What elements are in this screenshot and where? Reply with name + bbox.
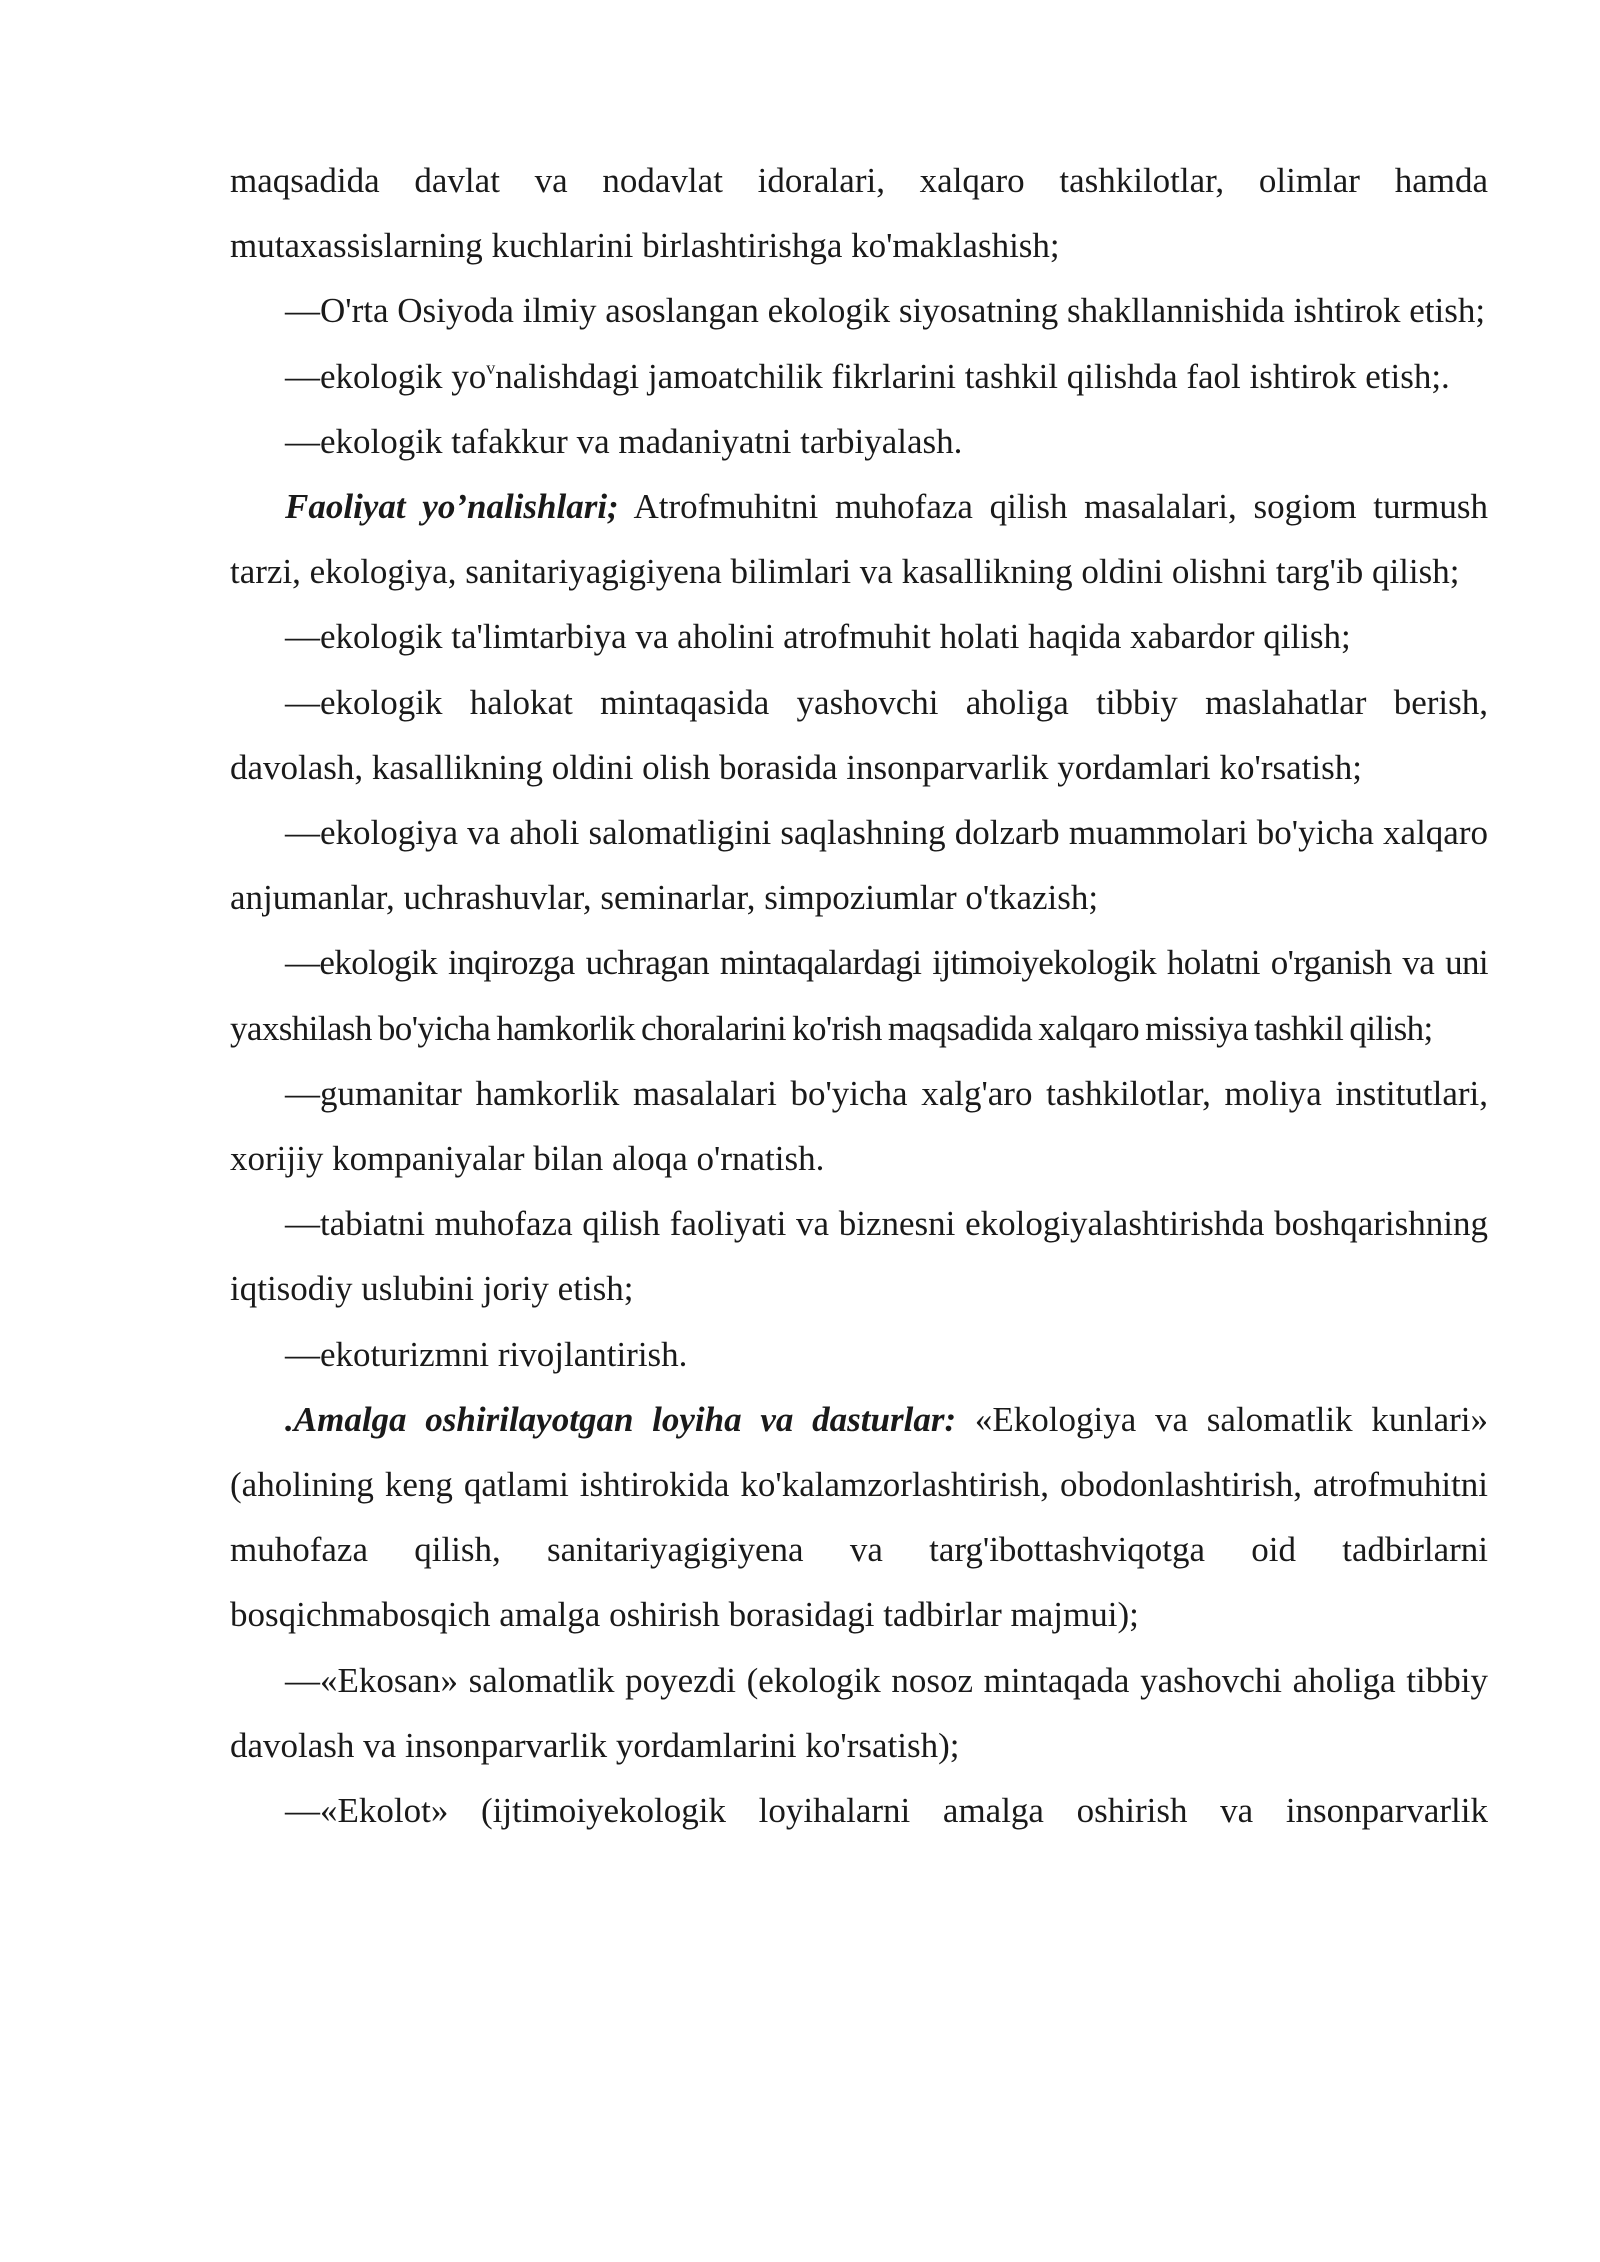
paragraph-9 [230, 930, 1488, 1060]
section-heading-activities: Faoliyat yo’nalishlari; [285, 487, 619, 527]
paragraph-7 [230, 670, 1488, 800]
paragraph-6 [230, 604, 1488, 669]
paragraph-5 [230, 474, 1488, 604]
superscript-mark: v [486, 357, 496, 378]
paragraph-text: —ekologiya va aholi salomatligini saqlashning dolzarb muammolari bo'yicha xalqaro anjumanlar, uchrashuvlar, seminarlar, simpoziumlar o'tkazish; [230, 813, 1488, 918]
paragraph-text: —ekologik inqirozga uchragan mintaqalardagi ijtimoiyekologik holatni o'rganish va uni yaxshilash bo'yicha hamkorlik choralarini ko'rish maqsadida xalqaro missiya tashkil qilish; [230, 943, 1488, 1048]
paragraph-text: —O'rta Osiyoda ilmiy asoslangan ekologik siyosatning shakllannishida ishtirok etish; [285, 291, 1486, 331]
paragraph-text: —ekologik halokat mintaqasida yashovchi aholiga tibbiy maslahatlar berish, davolash, kasallikning oldini olish borasida insonparvarlik yordamlari ko'rsatish; [230, 682, 1488, 787]
paragraph-10 [230, 1061, 1488, 1191]
paragraph-12 [230, 1322, 1488, 1387]
paragraph-text: Atrofmuhitni muhofaza qilish masalalari, sogiom turmush tarzi, ekologiya, sanitariyagigiyena bilimlari va kasallikning oldini olishni targ'ib qilish; [230, 487, 1489, 592]
paragraph-text: —«Ekolot» (ijtimoiyekologik loyihalarni amalga oshirish va insonparvarlik [285, 1791, 1488, 1831]
paragraph-15 [230, 1778, 1488, 1843]
paragraph-text: —«Ekosan» salomatlik poyezdi (ekologik nosoz mintaqada yashovchi aholiga tibbiy davolash va insonparvarlik yordamlarini ko'rsatish); [230, 1660, 1488, 1765]
paragraph-1 [230, 148, 1488, 278]
paragraph-text: —ekologik tafakkur va madaniyatni tarbiyalash. [285, 421, 963, 461]
paragraph-8 [230, 800, 1488, 930]
paragraph-text: «Ekologiya va salomatlik kunlari» (aholining keng qatlami ishtirokida ko'kalamzorlashtirish, obodonlashtirish, atrofmuhitni muhofaza qilish, sanitariyagigiyena va targ'ibottashviqotga oid tadbirlarni bosqichmabosqich amalga oshirish borasidagi tadbirlar majmui); [230, 1399, 1488, 1635]
paragraph-11 [230, 1191, 1488, 1321]
paragraph-text: —ekoturizmni rivojlantirish. [285, 1334, 688, 1374]
paragraph-text: —ekologik yo [285, 356, 487, 396]
paragraph-text: —tabiatni muhofaza qilish faoliyati va biznesni ekologiyalashtirishda boshqarishning iqtisodiy uslubini joriy etish; [230, 1204, 1488, 1309]
paragraph-3 [230, 344, 1488, 409]
section-heading-projects: .Amalga oshirilayotgan loyiha va dasturlar: [285, 1399, 957, 1439]
paragraph-4 [230, 409, 1488, 474]
paragraph-text: —gumanitar hamkorlik masalalari bo'yicha xalg'aro tashkilotlar, moliya institutlari, xorijiy kompaniyalar bilan aloqa o'rnatish. [230, 1073, 1488, 1179]
paragraph-13 [230, 1387, 1488, 1648]
paragraph-2 [230, 278, 1488, 343]
paragraph-14 [230, 1648, 1488, 1778]
paragraph-text: nalishdagi jamoatchilik fikrlarini tashkil qilishda faol ishtirok etish;. [495, 356, 1450, 396]
paragraph-text: —ekologik ta'limtarbiya va aholini atrofmuhit holati haqida xabardor qilish; [285, 617, 1351, 657]
paragraph-text: maqsadida davlat va nodavlat idoralari, xalqaro tashkilotlar, olimlar hamda mutaxassislarning kuchlarini birlashtirishga ko'maklashish; [230, 161, 1488, 266]
document-body [230, 148, 1488, 1843]
